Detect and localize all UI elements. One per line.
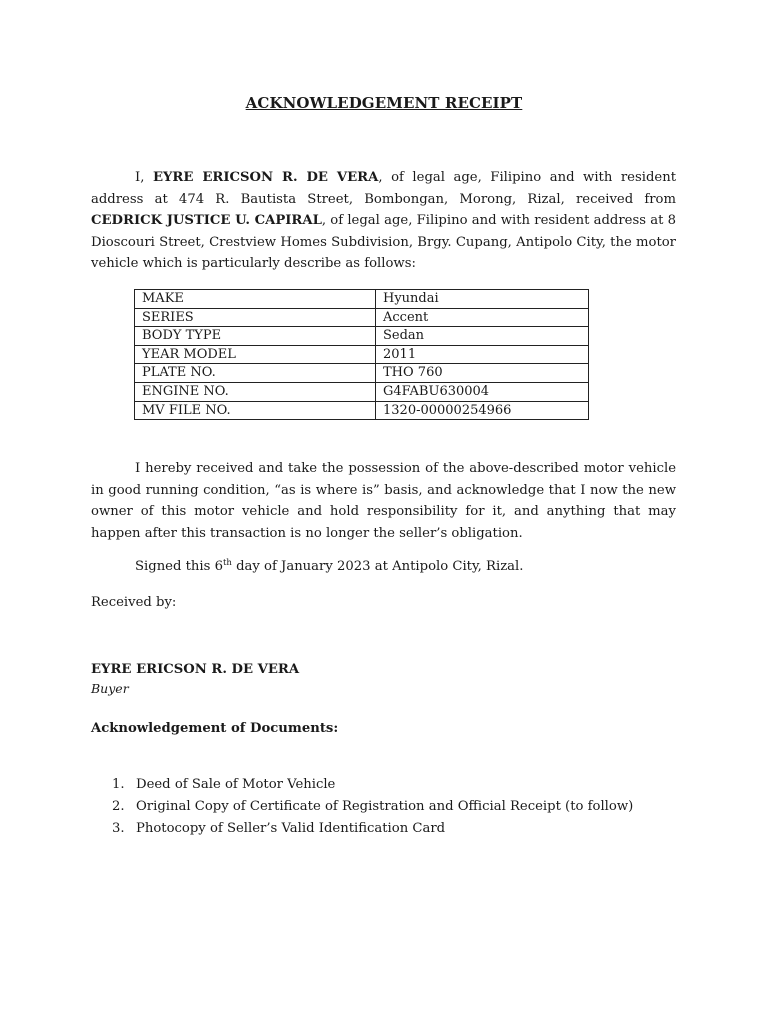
table-label-series: SERIES bbox=[135, 308, 376, 327]
list-item-number: 3. bbox=[112, 821, 125, 836]
buyer-signature-name: EYRE ERICSON R. DE VERA bbox=[91, 662, 300, 677]
table-value-engine-no: G4FABU630004 bbox=[376, 382, 589, 401]
signed-prefix: Signed this 6 bbox=[135, 559, 223, 574]
acknowledgement-paragraph: I hereby received and take the possession of the above-described motor vehicle in good running condition, “as is where is” basis, and acknowledge that I now the new owner of this motor vehicle and hold responsibility for it, and anything that may happen after this transaction is no longer the seller’s obligation. bbox=[91, 461, 676, 541]
table-value-mv-file-no: 1320-00000254966 bbox=[376, 401, 589, 420]
signed-superscript: th bbox=[223, 558, 232, 568]
table-label-year-model: YEAR MODEL bbox=[135, 345, 376, 364]
documents-list bbox=[91, 774, 633, 840]
list-item bbox=[91, 796, 633, 818]
table-row bbox=[135, 364, 589, 383]
signed-line bbox=[135, 556, 523, 578]
table-value-series: Accent bbox=[376, 308, 589, 327]
table-row bbox=[135, 327, 589, 346]
intro-text-2: , of legal age, Filipino and with resident address at 474 R. Bautista Street, Bombongan, Morong, Rizal, received from bbox=[91, 170, 676, 207]
signed-suffix: day of January 2023 at Antipolo City, Rizal. bbox=[231, 559, 524, 574]
table-value-year-model: 2011 bbox=[376, 345, 589, 364]
list-item bbox=[91, 774, 633, 796]
list-item-text: Photocopy of Seller’s Valid Identification Card bbox=[136, 821, 446, 836]
table-label-make: MAKE bbox=[135, 290, 376, 309]
table-row bbox=[135, 308, 589, 327]
table-label-engine-no: ENGINE NO. bbox=[135, 382, 376, 401]
intro-text-3: , of legal age, Filipino and with resident address at 8 Dioscouri Street, Crestview Homes Subdivision, Brgy. Cupang, Antipolo City, the motor vehicle which is particularly describe as follows: bbox=[91, 213, 677, 271]
intro-text-1: I, bbox=[135, 170, 153, 185]
list-item-text: Original Copy of Certificate of Registration and Official Receipt (to follow) bbox=[136, 799, 634, 814]
received-by-label: Received by: bbox=[91, 595, 177, 610]
table-row bbox=[135, 382, 589, 401]
table-label-mv-file-no: MV FILE NO. bbox=[135, 401, 376, 420]
table-value-body-type: Sedan bbox=[376, 327, 589, 346]
list-item-text: Deed of Sale of Motor Vehicle bbox=[136, 777, 336, 792]
table-label-body-type: BODY TYPE bbox=[135, 327, 376, 346]
intro-paragraph bbox=[91, 167, 676, 275]
buyer-role-label: Buyer bbox=[91, 681, 129, 696]
buyer-name-inline: EYRE ERICSON R. DE VERA bbox=[152, 170, 379, 185]
vehicle-details-table bbox=[134, 289, 589, 420]
list-item-number: 2. bbox=[112, 799, 125, 814]
documents-heading: Acknowledgement of Documents: bbox=[91, 721, 339, 736]
document-title: ACKNOWLEDGEMENT RECEIPT bbox=[245, 94, 523, 112]
seller-name-inline: CEDRICK JUSTICE U. CAPIRAL bbox=[91, 213, 322, 228]
table-row bbox=[135, 290, 589, 309]
table-value-plate-no: THO 760 bbox=[376, 364, 589, 383]
table-row bbox=[135, 401, 589, 420]
list-item bbox=[91, 818, 633, 840]
table-label-plate-no: PLATE NO. bbox=[135, 364, 376, 383]
list-item-number: 1. bbox=[112, 777, 125, 792]
table-row bbox=[135, 345, 589, 364]
table-value-make: Hyundai bbox=[376, 290, 589, 309]
